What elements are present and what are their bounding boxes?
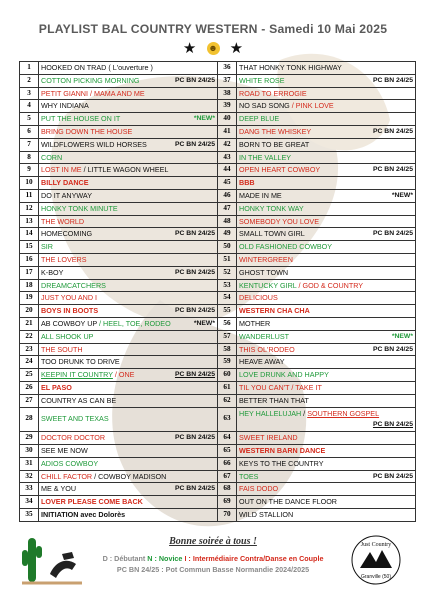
song-number: 38 [218, 87, 237, 100]
song-title [237, 279, 416, 292]
song-title [39, 317, 218, 330]
playlist-row [20, 407, 416, 432]
song-title-part: SEE ME NOW [41, 445, 88, 455]
song-title [237, 343, 416, 356]
playlist-row [20, 241, 416, 254]
stars-row [0, 40, 426, 58]
song-title [237, 432, 416, 445]
song-number: 68 [218, 483, 237, 496]
playlist-row [20, 189, 416, 202]
song-number: 64 [218, 432, 237, 445]
song-title [39, 215, 218, 228]
song-number: 58 [218, 343, 237, 356]
song-title-part: LOVER PLEASE COME BACK [41, 497, 143, 507]
song-title [237, 189, 416, 202]
song-title [39, 457, 218, 470]
song-number: 70 [218, 508, 237, 521]
legend-item: N : Novice [147, 554, 185, 563]
song-number: 50 [218, 241, 237, 254]
song-title [39, 62, 218, 75]
song-badge: PC BN 24/25 [372, 345, 413, 353]
song-title [237, 457, 416, 470]
playlist-row [20, 369, 416, 382]
song-title-part: / COWBOY MADISON [92, 471, 167, 481]
song-title [39, 228, 218, 241]
song-badge: PC BN 24/25 [174, 76, 215, 84]
song-number: 51 [218, 253, 237, 266]
song-title-part: BORN TO BE GREAT [239, 139, 310, 149]
song-title [39, 266, 218, 279]
song-title [39, 151, 218, 164]
song-number: 39 [218, 100, 237, 113]
star-icon: ★ [229, 40, 244, 57]
song-title-part: INITIATION avec Dolorès [41, 509, 126, 519]
song-number: 19 [20, 292, 39, 305]
song-number: 57 [218, 330, 237, 343]
playlist-row [20, 62, 416, 75]
song-badge: *NEW* [193, 115, 215, 123]
song-title-part: DOCTOR DOCTOR [41, 433, 106, 443]
song-number: 36 [218, 62, 237, 75]
song-badge: PC BN 24/25 [372, 472, 413, 480]
song-title [39, 343, 218, 356]
song-number: 3 [20, 87, 39, 100]
song-title [39, 394, 218, 407]
song-badge: PC BN 24/25 [174, 434, 215, 442]
playlist-row [20, 330, 416, 343]
playlist-table [19, 61, 416, 522]
song-badge: *NEW* [193, 319, 215, 327]
song-title-part: TOES [239, 471, 259, 481]
song-title [237, 228, 416, 241]
song-number: 5 [20, 113, 39, 126]
song-title [39, 87, 218, 100]
song-title-part: DELICIOUS [239, 293, 278, 303]
song-badge: PC BN 24/25 [174, 268, 215, 276]
song-title-part: MOTHER [239, 318, 271, 328]
song-title [237, 151, 416, 164]
song-title [237, 305, 416, 318]
song-title [39, 164, 218, 177]
song-title-part: WANDERLUST [239, 331, 290, 341]
song-badge: PC BN 24/25 [372, 127, 413, 135]
song-title [237, 215, 416, 228]
song-title-part: LOVE DRUNK AND HAPPY [239, 370, 329, 380]
song-number: 16 [20, 253, 39, 266]
song-number: 24 [20, 356, 39, 369]
song-title [237, 87, 416, 100]
song-title [39, 381, 218, 394]
song-title [39, 279, 218, 292]
song-title-part: WILD STALLION [239, 509, 294, 519]
song-title [237, 470, 416, 483]
song-title-part: KENTUCKY GIRL [239, 280, 297, 290]
song-number: 27 [20, 394, 39, 407]
playlist-row [20, 457, 416, 470]
song-number: 67 [218, 470, 237, 483]
song-title [39, 444, 218, 457]
playlist-row [20, 87, 416, 100]
song-title-part: PUT THE HOUSE ON IT [41, 114, 121, 124]
song-number: 23 [20, 343, 39, 356]
song-title-part: BOYS IN BOOTS [41, 306, 99, 316]
playlist-row [20, 508, 416, 521]
song-title-part: THIS OL'RODEO [239, 344, 295, 354]
song-number: 42 [218, 138, 237, 151]
song-number: 32 [20, 470, 39, 483]
song-number: 34 [20, 496, 39, 509]
song-title-part: HOMECOMING [41, 229, 93, 239]
song-title-part: DREAMCATCHERS [41, 280, 106, 290]
playlist-row [20, 483, 416, 496]
song-number: 4 [20, 100, 39, 113]
song-title-part: SOUTHERN GOSPEL [307, 408, 380, 418]
song-title-part: OLD FASHIONED COWBOY [239, 242, 333, 252]
song-badge: PC BN 24/25 [174, 485, 215, 493]
song-title [39, 470, 218, 483]
song-number: 10 [20, 177, 39, 190]
greeting-text: Bonne soirée à tous ! [169, 536, 257, 547]
song-title [237, 356, 416, 369]
song-number: 6 [20, 125, 39, 138]
song-title [237, 483, 416, 496]
song-number: 20 [20, 305, 39, 318]
song-number: 12 [20, 202, 39, 215]
song-title-part: LOST IN ME [41, 165, 82, 175]
song-title [237, 407, 416, 432]
song-title-part: SWEET IRELAND [239, 433, 298, 443]
playlist-row [20, 151, 416, 164]
song-title-part: BBB [239, 178, 255, 188]
song-title [39, 432, 218, 445]
just-country-logo [350, 534, 402, 588]
song-number: 47 [218, 202, 237, 215]
song-title-part: TOO DRUNK TO DRIVE [41, 357, 120, 367]
song-number: 55 [218, 305, 237, 318]
song-title-part: ME & YOU [41, 484, 77, 494]
playlist-row [20, 125, 416, 138]
song-title-part: BILLY DANCE [41, 178, 89, 188]
playlist-row [20, 164, 416, 177]
song-title-part: AB COWBOY UP [41, 318, 98, 328]
song-title [237, 444, 416, 457]
legend-item: Contra/Danse en Couple [239, 554, 324, 563]
playlist-row [20, 394, 416, 407]
song-title [39, 74, 218, 87]
song-title [39, 241, 218, 254]
song-number: 18 [20, 279, 39, 292]
song-title-part: THE SOUTH [41, 344, 83, 354]
playlist-row [20, 317, 416, 330]
song-title-part: WHY INDIANA [41, 101, 89, 111]
song-number: 35 [20, 508, 39, 521]
song-number: 31 [20, 457, 39, 470]
song-title [237, 113, 416, 126]
svg-text:Granville (50): Granville (50) [360, 574, 392, 580]
song-title-part: CORN [41, 152, 63, 162]
song-title-part: SMALL TOWN GIRL [239, 229, 305, 239]
song-number: 56 [218, 317, 237, 330]
song-title-part: / PINK LOVE [289, 101, 334, 111]
song-number: 37 [218, 74, 237, 87]
song-title-part: SOMEBODY YOU LOVE [239, 216, 320, 226]
svg-text:Just Country: Just Country [360, 542, 392, 548]
legend-item: D : Débutant [102, 554, 148, 563]
song-title-part: DO IT ANYWAY [41, 190, 92, 200]
playlist-row [20, 202, 416, 215]
song-badge: *NEW* [391, 191, 413, 199]
song-title [237, 253, 416, 266]
song-title-part: KEEPIN IT COUNTRY [41, 370, 113, 380]
playlist-row [20, 74, 416, 87]
playlist-row [20, 496, 416, 509]
song-title-part: CHILL FACTOR [41, 471, 93, 481]
playlist-row [20, 343, 416, 356]
song-number: 63 [218, 407, 237, 432]
song-title [39, 189, 218, 202]
song-number: 46 [218, 189, 237, 202]
song-number: 60 [218, 369, 237, 382]
song-badge: *NEW* [391, 332, 413, 340]
song-title-part: IN THE VALLEY [239, 152, 292, 162]
song-title-part: GHOST TOWN [239, 267, 289, 277]
song-number: 14 [20, 228, 39, 241]
song-title [39, 113, 218, 126]
song-number: 61 [218, 381, 237, 394]
song-title [237, 164, 416, 177]
playlist-row [20, 444, 416, 457]
song-title-part: WESTERN CHA CHA [239, 306, 310, 316]
song-title [39, 369, 218, 382]
song-badge: PC BN 24/25 [372, 421, 413, 429]
song-title [237, 381, 416, 394]
song-number: 9 [20, 164, 39, 177]
song-title [39, 356, 218, 369]
song-title [237, 266, 416, 279]
playlist-row [20, 381, 416, 394]
song-number: 8 [20, 151, 39, 164]
song-title-part: / LITTLE WAGON WHEEL [81, 165, 169, 175]
song-title [237, 330, 416, 343]
song-badge: PC BN 24/25 [174, 230, 215, 238]
song-title [237, 292, 416, 305]
song-title-part: HEY HALLELUJAH [239, 408, 302, 418]
song-number: 7 [20, 138, 39, 151]
song-number: 25 [20, 369, 39, 382]
song-title-part: PETIT GIANNI / MAMA AND ME [41, 88, 145, 98]
song-badge: PC BN 24/25 [372, 166, 413, 174]
song-badge: PC BN 24/25 [372, 76, 413, 84]
song-title-part: THAT HONKY TONK HIGHWAY [239, 63, 342, 72]
song-title-part: WILDFLOWERS WILD HORSES [41, 139, 147, 149]
playlist-row [20, 266, 416, 279]
song-badge: PC BN 24/25 [372, 230, 413, 238]
song-title-part: BETTER THAN THAT [239, 395, 309, 405]
smiley-cowboy-icon: ☻ [208, 43, 218, 53]
song-title [237, 125, 416, 138]
song-number: 45 [218, 177, 237, 190]
song-number: 1 [20, 62, 39, 75]
playlist-row [20, 228, 416, 241]
song-number: 43 [218, 151, 237, 164]
song-title [237, 177, 416, 190]
song-title [237, 369, 416, 382]
song-title-part: / [301, 408, 308, 418]
song-title [237, 74, 416, 87]
song-title [39, 292, 218, 305]
song-title-part: WESTERN BARN DANCE [239, 445, 326, 455]
playlist-row [20, 253, 416, 266]
song-title-part: ADIOS COWBOY [41, 458, 99, 468]
song-title-part: / GOD & COUNTRY [296, 280, 364, 290]
song-number: 22 [20, 330, 39, 343]
song-title [39, 508, 218, 521]
song-title-part: KEYS TO THE COUNTRY [239, 458, 324, 468]
song-badge: PC BN 24/25 [174, 140, 215, 148]
song-title [39, 496, 218, 509]
song-title [39, 305, 218, 318]
song-number: 41 [218, 125, 237, 138]
song-title-part: / HEEL, TOE, RODEO [97, 318, 171, 328]
song-number: 29 [20, 432, 39, 445]
song-title-part: WINTERGREEN [239, 254, 293, 264]
song-title-part: SWEET AND TEXAS [41, 414, 109, 424]
song-title-part: JUST YOU AND I [41, 293, 98, 303]
playlist-row [20, 305, 416, 318]
song-title [39, 330, 218, 343]
playlist-row [20, 113, 416, 126]
song-number: 49 [218, 228, 237, 241]
cactus-cowboy-icon [22, 530, 82, 586]
legend-item: I : Intermédiaire [184, 554, 240, 563]
song-title [237, 317, 416, 330]
song-title [39, 407, 218, 432]
song-title-part: ROAD TO ERROGIE [239, 88, 307, 98]
song-title-part: OUT ON THE DANCE FLOOR [239, 497, 337, 507]
song-number: 11 [20, 189, 39, 202]
song-title-part: THE WORLD [41, 216, 85, 226]
song-title-part: ALL SHOOK UP [41, 331, 94, 341]
song-title-part: NO SAD SONG [239, 101, 290, 111]
song-title [237, 202, 416, 215]
song-number: 59 [218, 356, 237, 369]
song-title-part: / ONE [112, 370, 135, 380]
song-title-part: HONKY TONK WAY [239, 203, 304, 213]
song-title-part: DANG THE WHISKEY [239, 126, 312, 136]
song-title [39, 125, 218, 138]
song-title-part: FAIS DODO [239, 484, 279, 494]
playlist-row [20, 292, 416, 305]
song-number: 13 [20, 215, 39, 228]
song-title-part: TIL YOU CAN'T / TAKE IT [239, 382, 322, 392]
song-number: 26 [20, 381, 39, 394]
song-number: 15 [20, 241, 39, 254]
song-title [237, 394, 416, 407]
song-title [39, 138, 218, 151]
song-title [39, 177, 218, 190]
song-title-part: OPEN HEART COWBOY [239, 165, 321, 175]
song-title [237, 100, 416, 113]
song-number: 54 [218, 292, 237, 305]
song-title-part: HEAVE AWAY [239, 357, 285, 367]
song-title-part: THE LOVERS [41, 254, 87, 264]
song-number: 62 [218, 394, 237, 407]
song-number: 2 [20, 74, 39, 87]
playlist-row [20, 356, 416, 369]
song-title-part: SIR [41, 242, 53, 252]
song-number: 21 [20, 317, 39, 330]
song-title-part: EL PASO [41, 382, 72, 392]
song-number: 44 [218, 164, 237, 177]
song-title-part: K-BOY [41, 267, 64, 277]
song-title [237, 508, 416, 521]
song-title-part: MADE IN ME [239, 190, 282, 200]
song-number: 33 [20, 483, 39, 496]
song-title-part: HOOKED ON TRAD ( L'ouverture ) [41, 63, 153, 72]
song-title-part: WHITE ROSE [239, 75, 285, 85]
playlist-row [20, 100, 416, 113]
song-number: 65 [218, 444, 237, 457]
song-number: 17 [20, 266, 39, 279]
page-title: PLAYLIST BAL COUNTRY WESTERN - Samedi 10 Mai 2025 [38, 22, 388, 36]
playlist-row [20, 279, 416, 292]
song-title-part: COUNTRY AS CAN BE [41, 395, 117, 405]
song-title [39, 100, 218, 113]
song-number: 40 [218, 113, 237, 126]
song-title-part: COTTON PICKING MORNING [41, 75, 140, 85]
song-badge: PC BN 24/25 [174, 371, 215, 379]
song-title [39, 253, 218, 266]
song-number: 48 [218, 215, 237, 228]
song-title-part: HONKY TONK MINUTE [41, 203, 118, 213]
song-title [39, 202, 218, 215]
playlist-row [20, 470, 416, 483]
song-number: 30 [20, 444, 39, 457]
playlist-row [20, 432, 416, 445]
song-number: 53 [218, 279, 237, 292]
song-title [237, 241, 416, 254]
song-number: 28 [20, 407, 39, 432]
song-title [237, 138, 416, 151]
star-icon: ★ [182, 40, 197, 57]
song-title-part: DEEP BLUE [239, 114, 280, 124]
playlist-row [20, 177, 416, 190]
song-title [39, 483, 218, 496]
song-title [237, 496, 416, 509]
playlist-row [20, 215, 416, 228]
song-number: 52 [218, 266, 237, 279]
pc-bn-note: PC BN 24/25 : Pot Commun Basse Normandie 2024/2025 [116, 565, 310, 574]
song-number: 69 [218, 496, 237, 509]
song-badge: PC BN 24/25 [174, 307, 215, 315]
song-title-part: BRING DOWN THE HOUSE [41, 126, 133, 136]
song-title [237, 62, 416, 75]
playlist-row [20, 138, 416, 151]
song-number: 66 [218, 457, 237, 470]
